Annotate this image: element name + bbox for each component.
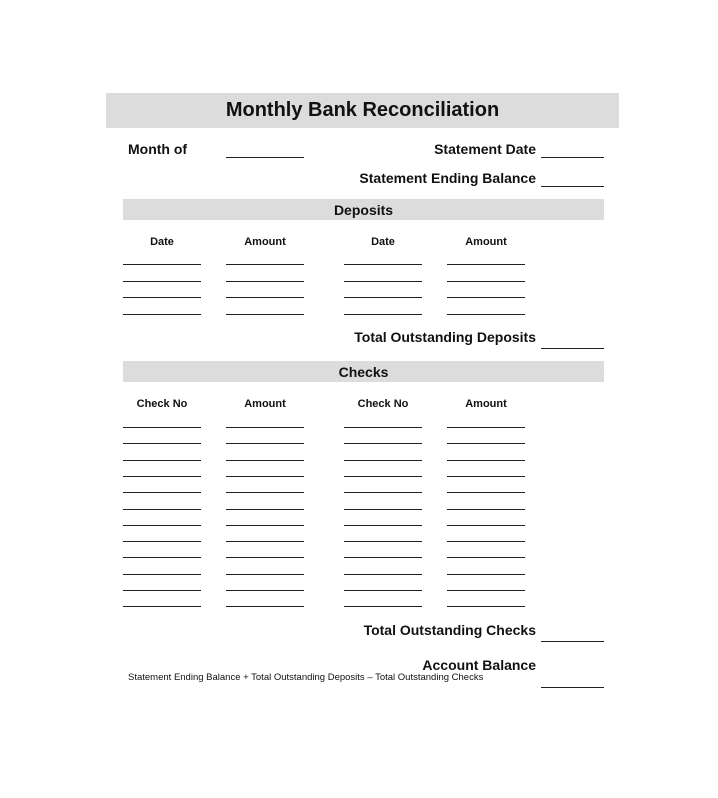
check-entry-line[interactable] — [123, 511, 201, 526]
check-entry-line[interactable] — [344, 592, 422, 607]
page-title: Monthly Bank Reconciliation — [106, 93, 619, 128]
total-outstanding-deposits-label: Total Outstanding Deposits — [354, 329, 536, 345]
deposit-entry-line[interactable] — [123, 250, 201, 265]
check-entry-line[interactable] — [447, 527, 525, 542]
check-entry-line[interactable] — [344, 527, 422, 542]
check-entry-line[interactable] — [226, 543, 304, 558]
check-entry-line[interactable] — [344, 413, 422, 428]
check-entry-line[interactable] — [447, 511, 525, 526]
account-balance-field[interactable] — [541, 673, 604, 688]
check-entry-line[interactable] — [226, 413, 304, 428]
check-entry-line[interactable] — [226, 511, 304, 526]
check-entry-line[interactable] — [447, 543, 525, 558]
statement-ending-balance-field[interactable] — [541, 172, 604, 187]
deposit-entry-line[interactable] — [344, 267, 422, 282]
deposit-entry-line[interactable] — [447, 250, 525, 265]
account-balance-label: Account Balance — [422, 657, 536, 673]
deposit-entry-line[interactable] — [344, 250, 422, 265]
check-entry-line[interactable] — [344, 576, 422, 591]
check-entry-line[interactable] — [226, 462, 304, 477]
check-entry-line[interactable] — [226, 560, 304, 575]
checks-col-amount-2: Amount — [465, 398, 507, 410]
month-of-label: Month of — [128, 141, 188, 157]
deposit-entry-line[interactable] — [447, 267, 525, 282]
statement-date-label: Statement Date — [434, 141, 536, 157]
check-entry-line[interactable] — [344, 511, 422, 526]
check-entry-line[interactable] — [447, 592, 525, 607]
month-of-field[interactable] — [226, 143, 304, 158]
check-entry-line[interactable] — [344, 462, 422, 477]
check-entry-line[interactable] — [226, 478, 304, 493]
check-entry-line[interactable] — [447, 429, 525, 444]
deposits-col-date-2: Date — [371, 236, 395, 248]
check-entry-line[interactable] — [226, 592, 304, 607]
deposits-col-amount-1: Amount — [244, 236, 286, 248]
deposits-col-amount-2: Amount — [465, 236, 507, 248]
checks-col-check-no-1: Check No — [136, 398, 188, 410]
check-entry-line[interactable] — [344, 478, 422, 493]
deposit-entry-line[interactable] — [447, 300, 525, 315]
checks-col-amount-1: Amount — [244, 398, 286, 410]
check-entry-line[interactable] — [123, 446, 201, 461]
check-entry-line[interactable] — [447, 413, 525, 428]
check-entry-line[interactable] — [123, 576, 201, 591]
total-outstanding-checks-label: Total Outstanding Checks — [363, 622, 536, 638]
total-outstanding-deposits-field[interactable] — [541, 334, 604, 349]
deposit-entry-line[interactable] — [226, 300, 304, 315]
check-entry-line[interactable] — [447, 462, 525, 477]
check-entry-line[interactable] — [447, 560, 525, 575]
check-entry-line[interactable] — [226, 527, 304, 542]
deposit-entry-line[interactable] — [226, 250, 304, 265]
deposit-entry-line[interactable] — [344, 283, 422, 298]
deposit-entry-line[interactable] — [123, 300, 201, 315]
checks-col-check-no-2: Check No — [357, 398, 409, 410]
check-entry-line[interactable] — [447, 576, 525, 591]
account-balance-formula: Statement Ending Balance + Total Outstanding Deposits – Total Outstanding Checks — [128, 672, 484, 683]
check-entry-line[interactable] — [344, 429, 422, 444]
check-entry-line[interactable] — [123, 429, 201, 444]
total-outstanding-checks-field[interactable] — [541, 627, 604, 642]
check-entry-line[interactable] — [344, 560, 422, 575]
check-entry-line[interactable] — [123, 592, 201, 607]
deposits-col-date-1: Date — [150, 236, 174, 248]
check-entry-line[interactable] — [447, 446, 525, 461]
check-entry-line[interactable] — [344, 446, 422, 461]
statement-date-field[interactable] — [541, 143, 604, 158]
deposit-entry-line[interactable] — [123, 283, 201, 298]
check-entry-line[interactable] — [123, 495, 201, 510]
statement-ending-balance-label: Statement Ending Balance — [359, 170, 536, 186]
check-entry-line[interactable] — [123, 413, 201, 428]
checks-section-header: Checks — [123, 361, 604, 382]
check-entry-line[interactable] — [447, 478, 525, 493]
check-entry-line[interactable] — [123, 462, 201, 477]
check-entry-line[interactable] — [123, 527, 201, 542]
check-entry-line[interactable] — [344, 495, 422, 510]
deposits-section-header: Deposits — [123, 199, 604, 220]
deposit-entry-line[interactable] — [344, 300, 422, 315]
deposit-entry-line[interactable] — [226, 267, 304, 282]
check-entry-line[interactable] — [123, 478, 201, 493]
check-entry-line[interactable] — [447, 495, 525, 510]
check-entry-line[interactable] — [226, 446, 304, 461]
check-entry-line[interactable] — [344, 543, 422, 558]
deposit-entry-line[interactable] — [226, 283, 304, 298]
check-entry-line[interactable] — [226, 429, 304, 444]
deposit-entry-line[interactable] — [447, 283, 525, 298]
check-entry-line[interactable] — [123, 543, 201, 558]
check-entry-line[interactable] — [226, 576, 304, 591]
check-entry-line[interactable] — [226, 495, 304, 510]
deposit-entry-line[interactable] — [123, 267, 201, 282]
check-entry-line[interactable] — [123, 560, 201, 575]
